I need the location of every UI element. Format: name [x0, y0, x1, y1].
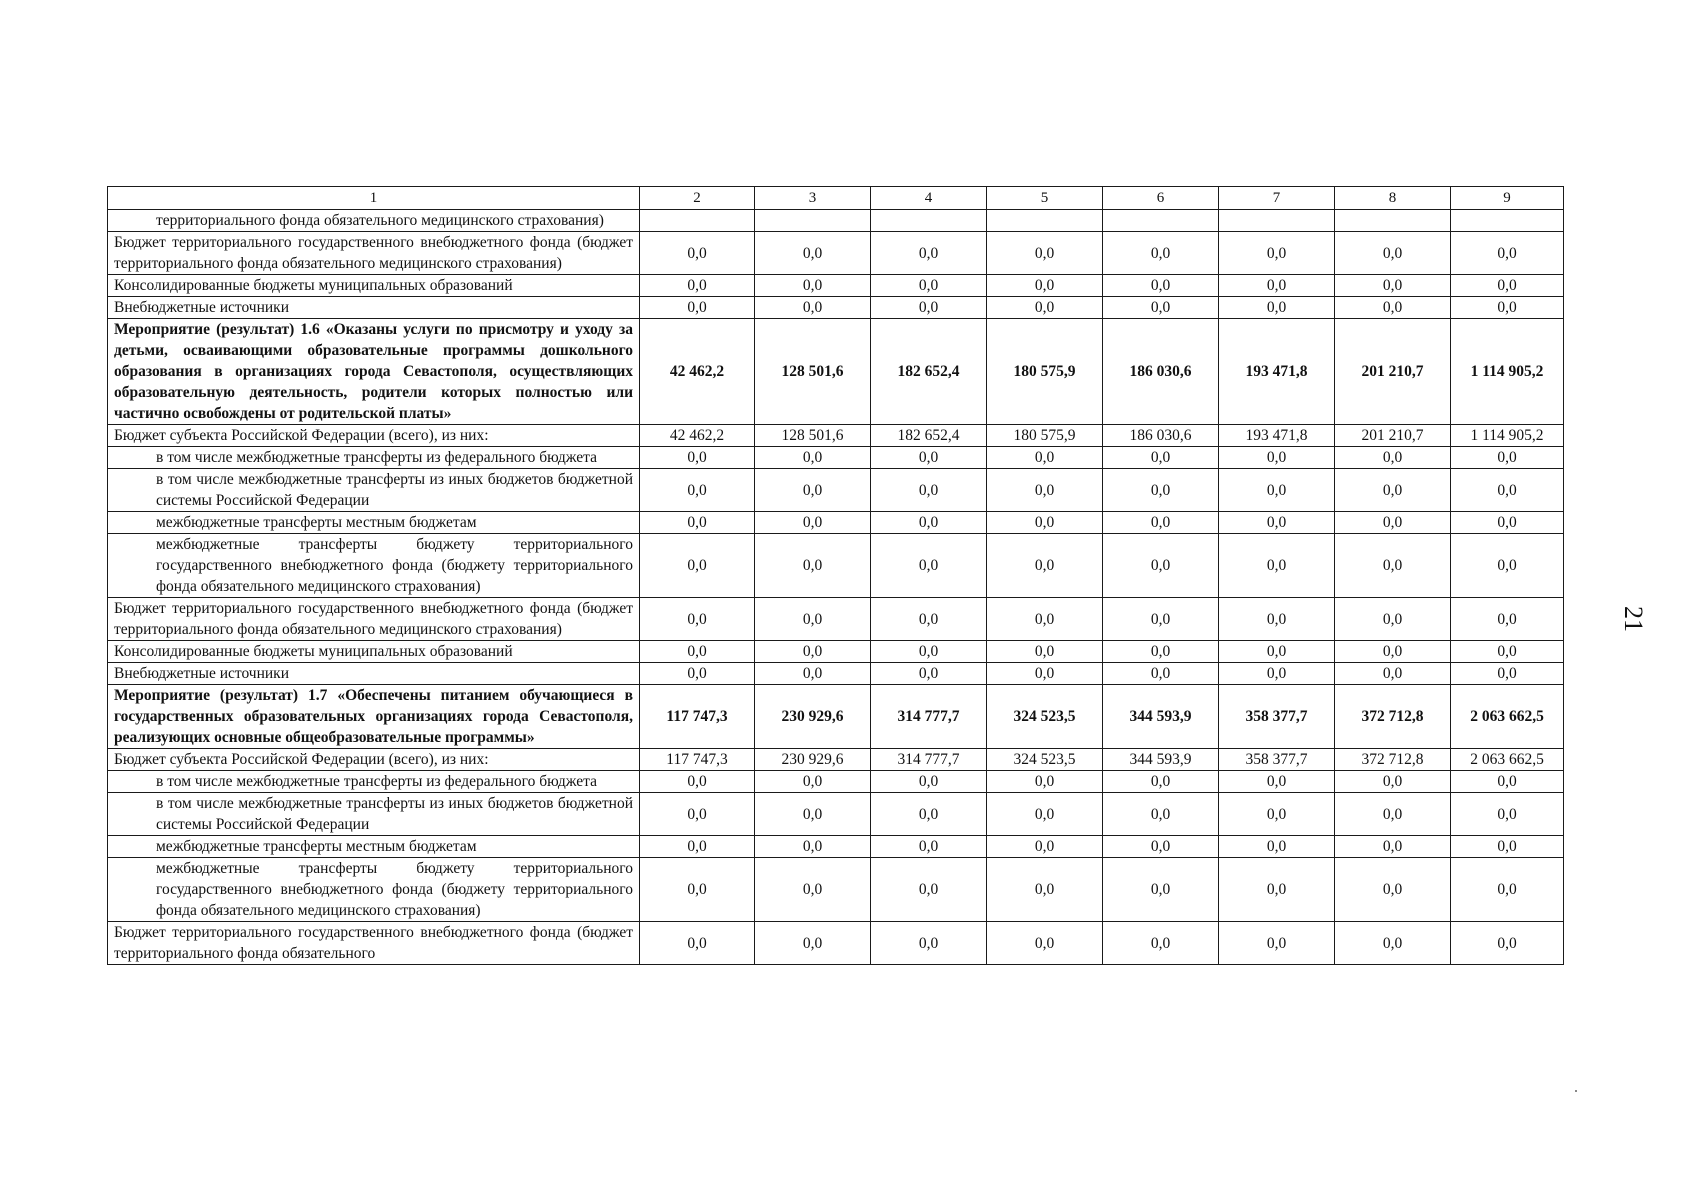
- cell-value-col4: 0,0: [871, 663, 987, 685]
- cell-value-col6: 186 030,6: [1103, 319, 1219, 425]
- cell-value-col3: 0,0: [755, 512, 871, 534]
- column-header-4: 4: [871, 187, 987, 210]
- row-label: Бюджет субъекта Российской Федерации (всего), из них:: [108, 749, 640, 771]
- cell-value-col3: 0,0: [755, 447, 871, 469]
- cell-value-col3: 128 501,6: [755, 425, 871, 447]
- cell-value-col6: 0,0: [1103, 598, 1219, 641]
- cell-value-col3: 0,0: [755, 232, 871, 275]
- cell-value-col7: 0,0: [1219, 771, 1335, 793]
- table-row: [108, 447, 1564, 469]
- cell-value-col8: 0,0: [1335, 793, 1451, 836]
- cell-value-col6: 0,0: [1103, 447, 1219, 469]
- cell-value-col9: 0,0: [1451, 598, 1564, 641]
- cell-value-col5: 0,0: [987, 598, 1103, 641]
- cell-value-col5: 0,0: [987, 232, 1103, 275]
- cell-value-col6: 0,0: [1103, 297, 1219, 319]
- cell-value-col3: 0,0: [755, 858, 871, 922]
- cell-value-col3: 0,0: [755, 663, 871, 685]
- table-row: [108, 512, 1564, 534]
- cell-value-col6: 0,0: [1103, 275, 1219, 297]
- cell-value-col9: 0,0: [1451, 663, 1564, 685]
- cell-value-col8: 0,0: [1335, 641, 1451, 663]
- row-label: в том числе межбюджетные трансферты из иных бюджетов бюджетной системы Российской Федерации: [108, 469, 640, 512]
- cell-value-col7: 0,0: [1219, 641, 1335, 663]
- cell-value-col9: 0,0: [1451, 641, 1564, 663]
- cell-value-col9: 0,0: [1451, 793, 1564, 836]
- cell-value-col8: 0,0: [1335, 858, 1451, 922]
- cell-value-col2: 0,0: [640, 275, 755, 297]
- cell-value-col8: 0,0: [1335, 598, 1451, 641]
- cell-value-col2: 0,0: [640, 447, 755, 469]
- cell-value-col2: 42 462,2: [640, 425, 755, 447]
- cell-value-col3: 0,0: [755, 836, 871, 858]
- cell-value-col4: 0,0: [871, 598, 987, 641]
- cell-value-col9: 0,0: [1451, 922, 1564, 965]
- cell-value-col6: [1103, 210, 1219, 232]
- cell-value-col6: 0,0: [1103, 922, 1219, 965]
- cell-value-col2: 0,0: [640, 793, 755, 836]
- cell-value-col5: 180 575,9: [987, 319, 1103, 425]
- cell-value-col5: 0,0: [987, 836, 1103, 858]
- cell-value-col7: 0,0: [1219, 232, 1335, 275]
- cell-value-col6: 0,0: [1103, 534, 1219, 598]
- row-label: в том числе межбюджетные трансферты из иных бюджетов бюджетной системы Российской Федерации: [108, 793, 640, 836]
- cell-value-col7: 0,0: [1219, 275, 1335, 297]
- table-row: [108, 425, 1564, 447]
- cell-value-col8: 0,0: [1335, 297, 1451, 319]
- cell-value-col9: [1451, 210, 1564, 232]
- table-row: [108, 232, 1564, 275]
- cell-value-col3: 0,0: [755, 275, 871, 297]
- cell-value-col5: 0,0: [987, 297, 1103, 319]
- column-header-6: 6: [1103, 187, 1219, 210]
- row-label: в том числе межбюджетные трансферты из федерального бюджета: [108, 447, 640, 469]
- cell-value-col6: 344 593,9: [1103, 749, 1219, 771]
- cell-value-col8: 372 712,8: [1335, 685, 1451, 749]
- column-header-1: 1: [108, 187, 640, 210]
- table-row: [108, 922, 1564, 965]
- cell-value-col4: 0,0: [871, 512, 987, 534]
- cell-value-col8: 0,0: [1335, 771, 1451, 793]
- cell-value-col3: 0,0: [755, 598, 871, 641]
- cell-value-col2: 42 462,2: [640, 319, 755, 425]
- table-row: [108, 749, 1564, 771]
- cell-value-col2: 0,0: [640, 232, 755, 275]
- table-row: [108, 534, 1564, 598]
- table-row: [108, 275, 1564, 297]
- cell-value-col4: 0,0: [871, 275, 987, 297]
- cell-value-col6: 344 593,9: [1103, 685, 1219, 749]
- cell-value-col9: 0,0: [1451, 858, 1564, 922]
- cell-value-col8: 0,0: [1335, 922, 1451, 965]
- row-label: Бюджет субъекта Российской Федерации (всего), из них:: [108, 425, 640, 447]
- cell-value-col5: 0,0: [987, 447, 1103, 469]
- cell-value-col9: 0,0: [1451, 771, 1564, 793]
- table-row-measure: [108, 685, 1564, 749]
- cell-value-col9: 0,0: [1451, 534, 1564, 598]
- cell-value-col4: 0,0: [871, 469, 987, 512]
- cell-value-col9: 0,0: [1451, 469, 1564, 512]
- row-label: территориального фонда обязательного медицинского страхования): [108, 210, 640, 232]
- cell-value-col9: 0,0: [1451, 836, 1564, 858]
- cell-value-col2: 0,0: [640, 641, 755, 663]
- cell-value-col5: 0,0: [987, 275, 1103, 297]
- cell-value-col9: 0,0: [1451, 447, 1564, 469]
- cell-value-col5: 0,0: [987, 922, 1103, 965]
- cell-value-col8: 201 210,7: [1335, 425, 1451, 447]
- scan-artifact: [1575, 1090, 1577, 1092]
- cell-value-col5: 0,0: [987, 641, 1103, 663]
- cell-value-col5: 0,0: [987, 771, 1103, 793]
- page-number: 21: [1619, 606, 1648, 632]
- cell-value-col3: 230 929,6: [755, 749, 871, 771]
- cell-value-col7: 193 471,8: [1219, 319, 1335, 425]
- table-row: [108, 641, 1564, 663]
- cell-value-col5: 324 523,5: [987, 685, 1103, 749]
- cell-value-col2: 0,0: [640, 836, 755, 858]
- cell-value-col8: 0,0: [1335, 469, 1451, 512]
- cell-value-col2: 117 747,3: [640, 749, 755, 771]
- cell-value-col3: 230 929,6: [755, 685, 871, 749]
- cell-value-col6: 0,0: [1103, 641, 1219, 663]
- cell-value-col7: 0,0: [1219, 836, 1335, 858]
- cell-value-col6: 0,0: [1103, 858, 1219, 922]
- cell-value-col7: 358 377,7: [1219, 749, 1335, 771]
- cell-value-col3: 0,0: [755, 793, 871, 836]
- column-header-2: 2: [640, 187, 755, 210]
- row-label: Консолидированные бюджеты муниципальных образований: [108, 275, 640, 297]
- row-label: Консолидированные бюджеты муниципальных образований: [108, 641, 640, 663]
- cell-value-col9: 1 114 905,2: [1451, 319, 1564, 425]
- cell-value-col7: 0,0: [1219, 922, 1335, 965]
- row-label: Мероприятие (результат) 1.7 «Обеспечены питанием обучающиеся в государственных образовательных организациях города Севастополя, реализующих основные общеобразовательные программы»: [108, 685, 640, 749]
- cell-value-col2: 117 747,3: [640, 685, 755, 749]
- table-body: [108, 210, 1564, 965]
- cell-value-col5: 180 575,9: [987, 425, 1103, 447]
- cell-value-col6: 0,0: [1103, 469, 1219, 512]
- cell-value-col6: 0,0: [1103, 836, 1219, 858]
- cell-value-col3: 0,0: [755, 771, 871, 793]
- row-label: Внебюджетные источники: [108, 297, 640, 319]
- cell-value-col5: 0,0: [987, 858, 1103, 922]
- row-label: Мероприятие (результат) 1.6 «Оказаны услуги по присмотру и уходу за детьми, осваивающими образовательные программы дошкольного образования в организациях города Севастополя, осуществляющих образовательную деятельность, родители которых полностью или частично освобождены от родительской платы»: [108, 319, 640, 425]
- cell-value-col2: 0,0: [640, 297, 755, 319]
- cell-value-col8: 0,0: [1335, 663, 1451, 685]
- table-row: [108, 771, 1564, 793]
- cell-value-col5: 0,0: [987, 512, 1103, 534]
- row-label: межбюджетные трансферты местным бюджетам: [108, 836, 640, 858]
- cell-value-col7: 0,0: [1219, 663, 1335, 685]
- cell-value-col9: 2 063 662,5: [1451, 685, 1564, 749]
- row-label: Бюджет территориального государственного внебюджетного фонда (бюджет территориального фонда обязательного медицинского страхования): [108, 598, 640, 641]
- cell-value-col4: 182 652,4: [871, 319, 987, 425]
- cell-value-col7: 0,0: [1219, 534, 1335, 598]
- cell-value-col4: [871, 210, 987, 232]
- table-row: [108, 836, 1564, 858]
- cell-value-col8: 0,0: [1335, 512, 1451, 534]
- row-label: Внебюджетные источники: [108, 663, 640, 685]
- cell-value-col7: 0,0: [1219, 469, 1335, 512]
- cell-value-col7: 0,0: [1219, 598, 1335, 641]
- column-header-7: 7: [1219, 187, 1335, 210]
- cell-value-col8: 0,0: [1335, 232, 1451, 275]
- cell-value-col9: 0,0: [1451, 512, 1564, 534]
- cell-value-col4: 0,0: [871, 922, 987, 965]
- cell-value-col9: 0,0: [1451, 275, 1564, 297]
- cell-value-col3: 0,0: [755, 534, 871, 598]
- column-header-8: 8: [1335, 187, 1451, 210]
- cell-value-col2: [640, 210, 755, 232]
- cell-value-col4: 0,0: [871, 534, 987, 598]
- column-header-9: 9: [1451, 187, 1564, 210]
- cell-value-col6: 0,0: [1103, 663, 1219, 685]
- cell-value-col7: 193 471,8: [1219, 425, 1335, 447]
- cell-value-col4: 182 652,4: [871, 425, 987, 447]
- cell-value-col5: 0,0: [987, 663, 1103, 685]
- cell-value-col2: 0,0: [640, 771, 755, 793]
- row-label: в том числе межбюджетные трансферты из федерального бюджета: [108, 771, 640, 793]
- cell-value-col4: 0,0: [871, 447, 987, 469]
- cell-value-col7: 0,0: [1219, 858, 1335, 922]
- cell-value-col4: 0,0: [871, 771, 987, 793]
- cell-value-col9: 1 114 905,2: [1451, 425, 1564, 447]
- cell-value-col2: 0,0: [640, 922, 755, 965]
- cell-value-col5: [987, 210, 1103, 232]
- cell-value-col3: 128 501,6: [755, 319, 871, 425]
- cell-value-col8: 201 210,7: [1335, 319, 1451, 425]
- cell-value-col3: 0,0: [755, 469, 871, 512]
- table-row: [108, 210, 1564, 232]
- cell-value-col6: 0,0: [1103, 771, 1219, 793]
- cell-value-col5: 324 523,5: [987, 749, 1103, 771]
- cell-value-col9: 0,0: [1451, 297, 1564, 319]
- table-header-row: [108, 187, 1564, 210]
- cell-value-col4: 0,0: [871, 641, 987, 663]
- table-row-measure: [108, 319, 1564, 425]
- cell-value-col4: 0,0: [871, 836, 987, 858]
- row-label: межбюджетные трансферты местным бюджетам: [108, 512, 640, 534]
- row-label: Бюджет территориального государственного внебюджетного фонда (бюджет территориального фонда обязательного медицинского страхования): [108, 232, 640, 275]
- cell-value-col8: 0,0: [1335, 275, 1451, 297]
- table-row: [108, 793, 1564, 836]
- cell-value-col3: 0,0: [755, 641, 871, 663]
- row-label: межбюджетные трансферты бюджету территориального государственного внебюджетного фонда (бюджету территориального фонда обязательного медицинского страхования): [108, 858, 640, 922]
- cell-value-col6: 0,0: [1103, 232, 1219, 275]
- cell-value-col3: 0,0: [755, 297, 871, 319]
- table-row: [108, 297, 1564, 319]
- column-header-3: 3: [755, 187, 871, 210]
- cell-value-col2: 0,0: [640, 598, 755, 641]
- cell-value-col4: 314 777,7: [871, 685, 987, 749]
- cell-value-col8: 0,0: [1335, 836, 1451, 858]
- cell-value-col5: 0,0: [987, 534, 1103, 598]
- cell-value-col4: 0,0: [871, 858, 987, 922]
- cell-value-col3: [755, 210, 871, 232]
- cell-value-col2: 0,0: [640, 858, 755, 922]
- cell-value-col7: 0,0: [1219, 297, 1335, 319]
- cell-value-col2: 0,0: [640, 512, 755, 534]
- cell-value-col6: 0,0: [1103, 793, 1219, 836]
- cell-value-col3: 0,0: [755, 922, 871, 965]
- cell-value-col7: 358 377,7: [1219, 685, 1335, 749]
- cell-value-col2: 0,0: [640, 534, 755, 598]
- cell-value-col5: 0,0: [987, 469, 1103, 512]
- row-label: Бюджет территориального государственного внебюджетного фонда (бюджет территориального фонда обязательного: [108, 922, 640, 965]
- table-row: [108, 598, 1564, 641]
- cell-value-col4: 0,0: [871, 793, 987, 836]
- row-label: межбюджетные трансферты бюджету территориального государственного внебюджетного фонда (бюджету территориального фонда обязательного медицинского страхования): [108, 534, 640, 598]
- cell-value-col6: 186 030,6: [1103, 425, 1219, 447]
- cell-value-col9: 2 063 662,5: [1451, 749, 1564, 771]
- cell-value-col4: 0,0: [871, 297, 987, 319]
- table-row: [108, 469, 1564, 512]
- budget-table: [107, 186, 1564, 965]
- table-row: [108, 858, 1564, 922]
- cell-value-col2: 0,0: [640, 663, 755, 685]
- cell-value-col4: 0,0: [871, 232, 987, 275]
- cell-value-col8: 372 712,8: [1335, 749, 1451, 771]
- cell-value-col6: 0,0: [1103, 512, 1219, 534]
- cell-value-col5: 0,0: [987, 793, 1103, 836]
- cell-value-col7: 0,0: [1219, 447, 1335, 469]
- cell-value-col2: 0,0: [640, 469, 755, 512]
- cell-value-col8: 0,0: [1335, 534, 1451, 598]
- cell-value-col8: [1335, 210, 1451, 232]
- cell-value-col7: 0,0: [1219, 793, 1335, 836]
- cell-value-col7: [1219, 210, 1335, 232]
- cell-value-col8: 0,0: [1335, 447, 1451, 469]
- cell-value-col7: 0,0: [1219, 512, 1335, 534]
- cell-value-col9: 0,0: [1451, 232, 1564, 275]
- cell-value-col4: 314 777,7: [871, 749, 987, 771]
- column-header-5: 5: [987, 187, 1103, 210]
- table-row: [108, 663, 1564, 685]
